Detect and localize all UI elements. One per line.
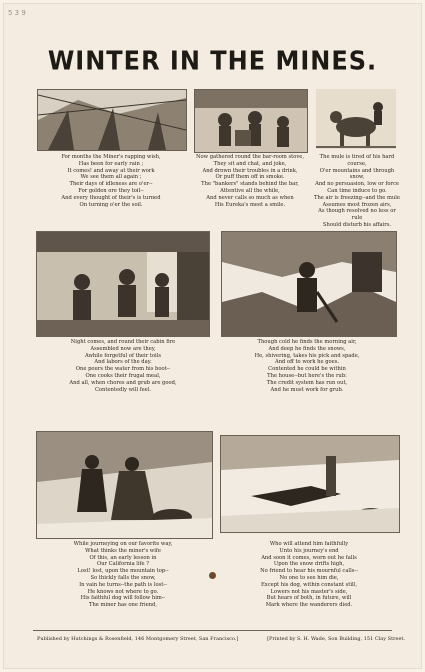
verse-line: Mark where the wanderers died. [265, 602, 353, 609]
verse-line: The credit system has run out, [266, 379, 348, 386]
broadsheet [3, 3, 422, 669]
verse-line: And labors of the day. [94, 359, 152, 366]
verse-line: Assembled now are they, [90, 345, 156, 352]
verse-line: And soon it comes, worn out he falls [261, 554, 357, 561]
verse-line: One cooks their frugal meal, [85, 372, 161, 379]
verse-line: One pours the water from his boot-- [75, 366, 171, 373]
verse-1 [37, 154, 185, 208]
verse-line: Can time induce to go. [327, 187, 387, 194]
page-title: WINTER IN THE MINES. [47, 45, 378, 77]
verse-line: The miner has one friend, [88, 602, 157, 609]
verse-line: And never calls so much as when [206, 194, 294, 201]
engraving-mule [316, 89, 396, 149]
verse-3 [314, 154, 400, 229]
engraving-travelers-in-storm [36, 431, 213, 539]
verse-line: Or puff them off in smoke. [215, 174, 285, 181]
verse-line: He, shivering, takes his pick and spade, [254, 352, 360, 359]
verse-line: While journeying on our favorite way, [73, 541, 173, 547]
verse-line: The mule is tired of his hard course, [319, 154, 395, 167]
verse-line: The house--but here's the rub: [267, 372, 347, 379]
verse-line: No one to see him die, [279, 574, 339, 581]
verse-line: Lost! lost, upon the mountain top-- [77, 568, 169, 575]
verse-line: And he must work for grub. [270, 386, 344, 393]
verse-line: For months the Miner's rapping wish, [61, 154, 161, 160]
verse-5 [227, 339, 387, 393]
verse-line: For golden ore they toil-- [78, 187, 144, 194]
ink-spot [209, 572, 216, 579]
verse-line: As though resolved no less or rule [318, 208, 396, 222]
verse-2 [189, 154, 311, 208]
verse-4 [43, 339, 203, 393]
verse-line: No friend to hear his mournful calls-- [260, 568, 358, 575]
publisher-imprint: Published by Hutchings & Rosenfield, 146 Montgomery Street, San Francisco.] [37, 636, 239, 642]
engraving-miners-working [37, 89, 187, 151]
engraving-fallen-miner [220, 435, 400, 533]
verse-line: Night comes, and round their cabin fire [70, 339, 176, 345]
verse-line: Attentive all the while, [220, 187, 280, 194]
verse-line: Contented he could be within [268, 366, 346, 373]
verse-line: And deep he finds the snows, [268, 345, 346, 352]
verse-7 [229, 541, 389, 609]
verse-line: And all, when chores and grub are good, [69, 379, 177, 386]
verse-line: We see them all again ; [80, 174, 142, 181]
verse-line: Their days of idleness are o'er-- [69, 181, 153, 188]
verse-line: And every thought of their's is turned [61, 194, 161, 201]
verse-line: The "bankers" stands behind the bar, [201, 181, 299, 188]
verse-line: They sit and chat, and joke, [213, 160, 287, 167]
verse-line: He knows not where to go. [87, 588, 159, 595]
verse-line: And drown their troubles in a drink, [202, 167, 298, 174]
verse-line: Assumes most frozen airs, [322, 201, 392, 208]
verse-line: Who will attend him faithfully [269, 541, 349, 547]
verse-line: It comes! and away at their work [67, 167, 155, 174]
engraving-miner-in-snow [221, 231, 397, 337]
verse-line: Our California life ? [96, 561, 150, 568]
footer-rule [33, 630, 392, 631]
verse-line: And off to work he goes. [274, 359, 340, 366]
verse-line: So thickly falls the snow, [90, 574, 156, 581]
verse-line: His faithful dog will follow him-- [80, 595, 166, 602]
verse-line: What thinks the miner's wife [85, 547, 161, 554]
verse-line: Should disturb his affairs. [322, 221, 392, 228]
verse-line: Upon the snow drifts high, [273, 561, 345, 568]
verse-6 [43, 541, 203, 609]
verse-line: Now gathered round the bar-room stove, [195, 154, 305, 160]
verse-line: Awhile forgetful of their toils [84, 352, 162, 359]
verse-line: Has been for early rain ; [78, 160, 144, 167]
verse-line: Lowers not his master's side, [270, 588, 348, 595]
verse-line: Contentedly will feel. [94, 386, 152, 393]
verse-line: But hears of both, in future, will [266, 595, 352, 602]
verse-line: In vain he turns--the path is lost-- [79, 581, 167, 588]
pencil-mark: 5 3 9 [8, 9, 26, 17]
verse-line: Except his dog, within constant still, [261, 581, 357, 588]
engraving-barroom [194, 89, 308, 153]
verse-line: His Eureka's meet a smile. [214, 201, 286, 208]
verse-line: Unto his journey's end [279, 547, 339, 554]
verse-line: Though cold he finds the morning air, [257, 339, 357, 345]
engraving-cabin-fire [36, 231, 210, 337]
verse-line: O'er mountains and through snow, [319, 167, 395, 181]
verse-line: On turning o'er the soil. [79, 201, 143, 208]
verse-line: The air is freezing--and the mule [314, 194, 401, 201]
verse-line: And no persuasion, low or force [315, 181, 399, 188]
verse-line: Of this, an early lesson in [89, 554, 157, 561]
printer-imprint: [Printed by S. H. Wade, Son Building, 151 Clay Street. [267, 636, 405, 642]
